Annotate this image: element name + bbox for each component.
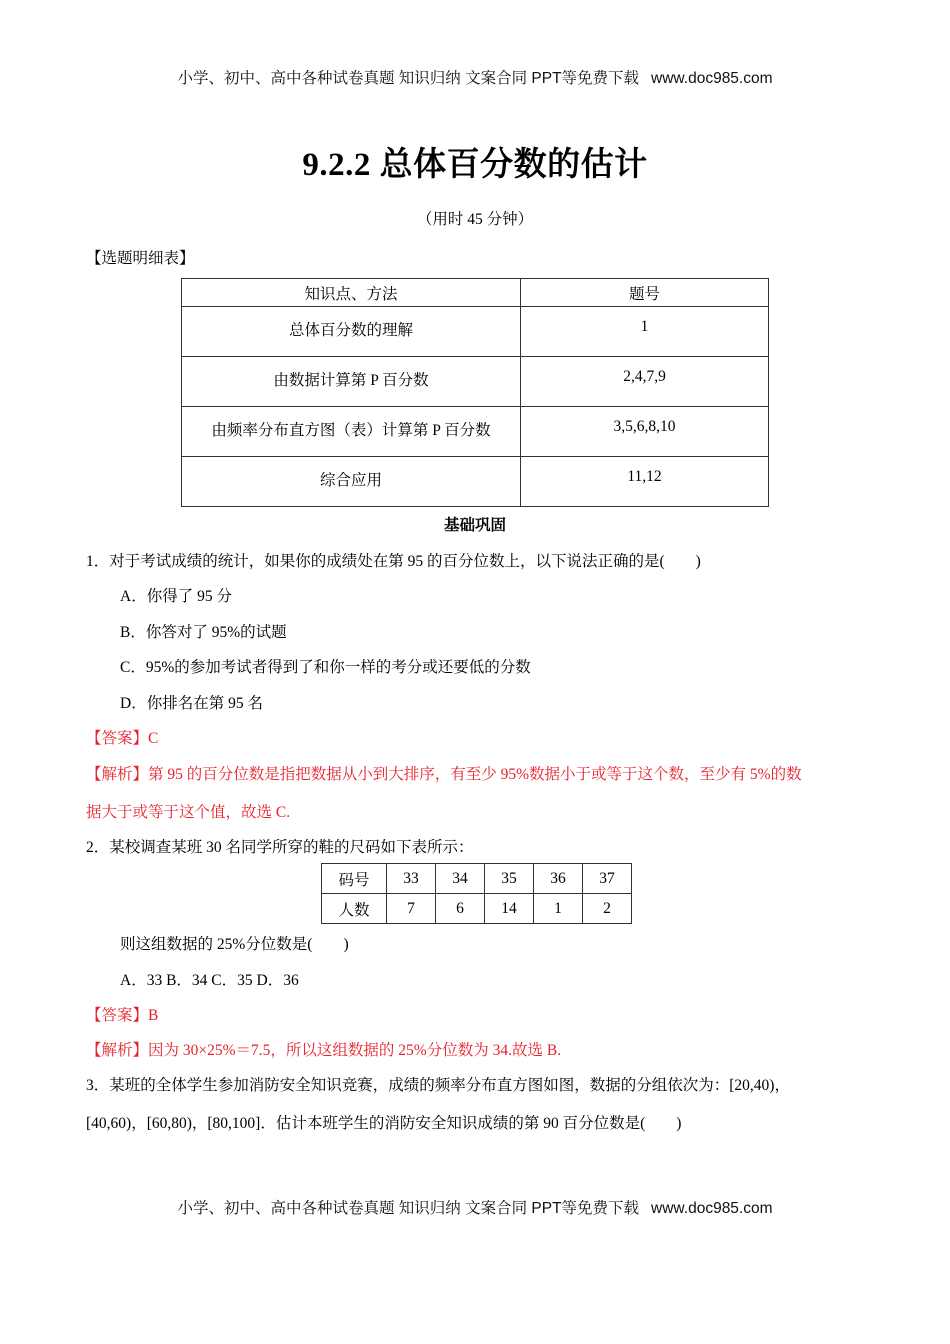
- answer-value: B: [148, 1007, 159, 1024]
- question-1-option-c: C．95%的参加考试者得到了和你一样的考分或还要低的分数: [120, 659, 531, 676]
- table-row: [322, 894, 632, 924]
- answer-label: 【答案】: [86, 1007, 149, 1024]
- question-2-sub-stem: 则这组数据的 25%分位数是( ): [120, 936, 349, 953]
- answer-label: 【答案】: [86, 730, 149, 747]
- question-1-option-d: D．你排名在第 95 名: [120, 695, 263, 712]
- size-cell: 37: [583, 864, 632, 894]
- table-cell: 3,5,6,8,10: [521, 407, 769, 457]
- table-row: [182, 357, 769, 407]
- table-cell: 由频率分布直方图（表）计算第 P 百分数: [182, 407, 521, 457]
- analysis-text: 第 95 的百分位数是指把数据从小到大排序，有至少 95%数据小于或等于这个数，至少有 5%的数: [148, 766, 802, 783]
- size-cell: 36: [534, 864, 583, 894]
- table-row: [182, 407, 769, 457]
- selection-table: [181, 278, 769, 507]
- table-row: [182, 457, 769, 507]
- table-cell: 11,12: [521, 457, 769, 507]
- question-2-stem: 2．某校调查某班 30 名同学所穿的鞋的尺码如下表所示：: [86, 839, 474, 856]
- table-cell: 由数据计算第 P 百分数: [182, 357, 521, 407]
- question-2-options: A．33 B．34 C．35 D．36: [120, 972, 299, 989]
- table-cell: 1: [521, 307, 769, 357]
- header-banner: [0, 66, 950, 88]
- table-cell: 总体百分数的理解: [182, 307, 521, 357]
- header-cell: 题号: [521, 279, 769, 307]
- banner-url[interactable]: www.doc985.com: [651, 70, 773, 87]
- question-1-analysis: [86, 762, 802, 784]
- table-cell: 2,4,7,9: [521, 357, 769, 407]
- table-cell: 综合应用: [182, 457, 521, 507]
- answer-value: C: [148, 730, 159, 747]
- question-2-analysis: [86, 1038, 561, 1060]
- size-cell: 35: [485, 864, 534, 894]
- question-1-answer: [86, 726, 158, 748]
- banner-text: 小学、初中、高中各种试卷真题 知识归纳 文案合同 PPT等免费下载: [177, 70, 640, 87]
- count-cell: 2: [583, 894, 632, 924]
- analysis-label: 【解析】: [86, 1042, 149, 1059]
- count-cell: 1: [534, 894, 583, 924]
- banner-text: 小学、初中、高中各种试卷真题 知识归纳 文案合同 PPT等免费下载: [177, 1200, 640, 1217]
- question-1-option-b: B．你答对了 95%的试题: [120, 624, 287, 641]
- size-cell: 33: [387, 864, 436, 894]
- section-heading: 基础巩固: [443, 517, 506, 534]
- row-label: 人数: [322, 894, 387, 924]
- row-label: 码号: [322, 864, 387, 894]
- count-cell: 7: [387, 894, 436, 924]
- question-2-answer: [86, 1003, 158, 1025]
- count-cell: 6: [436, 894, 485, 924]
- table-header-row: [182, 279, 769, 307]
- question-1-option-a: A．你得了 95 分: [120, 588, 232, 605]
- shoe-size-table: [321, 863, 632, 924]
- question-3-stem-cont: [40,60)，[60,80)，[80,100]．估计本班学生的消防安全知识成绩的第 90 百分位数是( ): [86, 1115, 682, 1132]
- page-title: 9.2.2 总体百分数的估计: [302, 147, 648, 183]
- count-cell: 14: [485, 894, 534, 924]
- question-1-analysis-cont: 据大于或等于这个值，故选 C.: [86, 804, 291, 821]
- time-limit: （用时 45 分钟）: [416, 211, 534, 228]
- question-1-stem: 1．对于考试成绩的统计，如果你的成绩处在第 95 的百分位数上，以下说法正确的是( ): [86, 553, 701, 570]
- table-label: 【选题明细表】: [86, 250, 195, 267]
- footer-banner: [0, 1196, 950, 1218]
- table-row: [182, 307, 769, 357]
- size-cell: 34: [436, 864, 485, 894]
- question-3-stem: 3．某班的全体学生参加消防安全知识竞赛，成绩的频率分布直方图如图，数据的分组依次为：[20,40)，: [86, 1077, 790, 1094]
- banner-url[interactable]: www.doc985.com: [651, 1200, 773, 1217]
- analysis-label: 【解析】: [86, 766, 149, 783]
- table-row: [322, 864, 632, 894]
- header-cell: 知识点、方法: [182, 279, 521, 307]
- analysis-text: 因为 30×25%＝7.5，所以这组数据的 25%分位数为 34.故选 B.: [148, 1042, 562, 1059]
